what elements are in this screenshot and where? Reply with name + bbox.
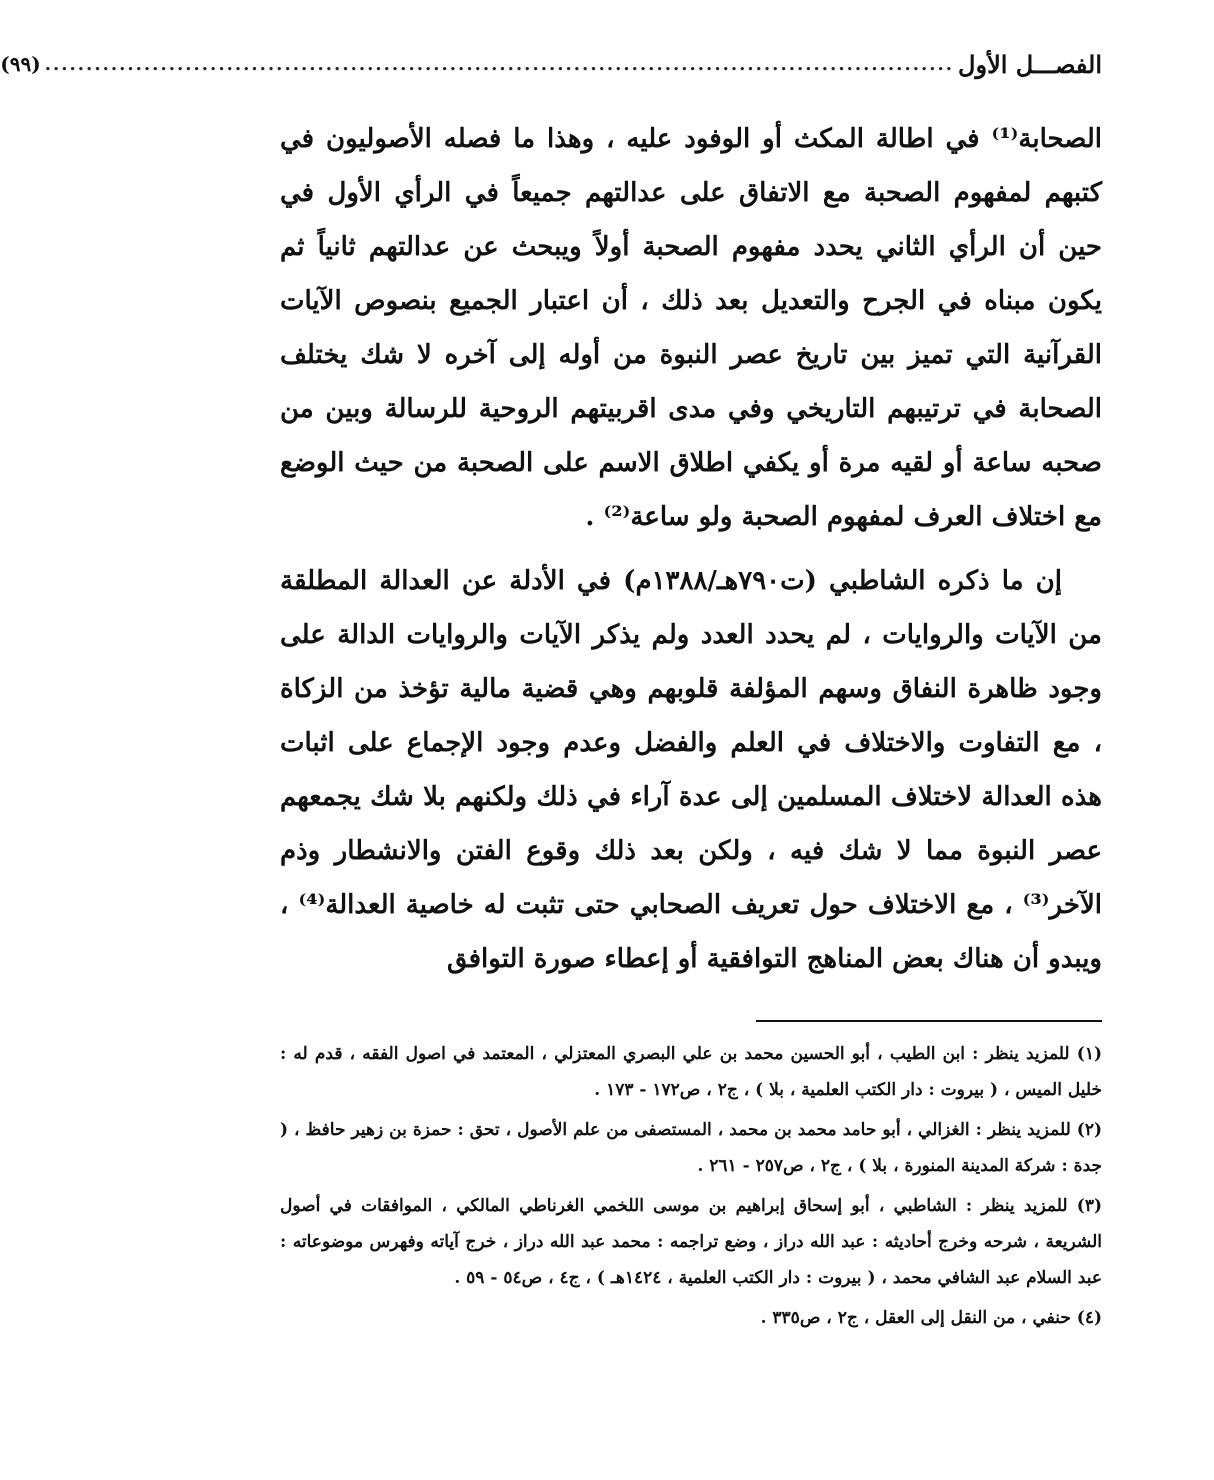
footnote: (٣) للمزيد ينظر : الشاطبي ، أبو إسحاق إبراهيم بن موسى اللخمي الغرناطي المالكي ، الموافقات في أصول الشريعة ، شرحه وخرج أحاديثه : عبد الله دراز ، وضع تراجمه : محمد عبد الله دراز ، خرج آياته وفهرس موضوعاته : عبد السلام عبد الشافي محمد ، ( بيروت : دار الكتب العلمية ، ١٤٢٤هـ ) ، ج٤ ، ص٥٤ - ٥٩ . [280, 1196, 1102, 1288]
footnote-separator [756, 1020, 1102, 1022]
footnote: (٤) حنفي ، من النقل إلى العقل ، ج٢ ، ص٣٣٥ . [760, 1308, 1102, 1328]
body-text [280, 112, 1102, 986]
chapter-title: الفصـــل الأول [958, 49, 1102, 79]
footnote: (٢) للمزيد ينظر : الغزالي ، أبو حامد محمد بن محمد ، المستصفى من علم الأصول ، تحق : حمزة بن زهير حافظ ، ( جدة : شركة المدينة المنورة ، بلا ) ، ج٢ ، ص٢٥٧ - ٢٦١ . [280, 1120, 1102, 1176]
footnotes-section [280, 1036, 1102, 1340]
body-paragraph: إن ما ذكره الشاطبي (ت٧٩٠هـ/١٣٨٨م) في الأدلة عن العدالة المطلقة من الآيات والروايات ، لم يحدد العدد ولم يذكر الآيات والروايات الدالة على وجود ظاهرة النفاق وسهم المؤلفة قلوبهم وهي قضية مالية تؤخذ من الزكاة ، مع التفاوت والاختلاف في العلم والفضل وعدم وجود الإجماع على اثبات هذه العدالة لاختلاف المسلمين إلى عدة آراء في ذلك ولكنهم بلا شك يجمعهم عصر النبوة مما لا شك فيه ، ولكن بعد ذلك وقوع الفتن والانشطار وذم الآخر⁽³⁾ ، مع الاختلاف حول تعريف الصحابي حتى تثبت له خاصية العدالة⁽⁴⁾ ، ويبدو أن هناك بعض المناهج التوافقية أو إعطاء صورة التوافق [280, 566, 1102, 974]
running-header [0, 44, 1102, 84]
dot-leader: .............................................................................................................. [44, 53, 955, 75]
footnote: (١) للمزيد ينظر : ابن الطيب ، أبو الحسين محمد بن علي البصري المعتزلي ، المعتمد في اصول الفقه ، قدم له : خليل الميس ، ( بيروت : دار الكتب العلمية ، بلا ) ، ج٢ ، ص١٧٢ - ١٧٣ . [280, 1044, 1102, 1100]
body-paragraph: الصحابة⁽¹⁾ في اطالة المكث أو الوفود عليه ، وهذا ما فصله الأصوليون في كتبهم لمفهوم الصحبة مع الاتفاق على عدالتهم جميعاً في الرأي الأول في حين أن الرأي الثاني يحدد مفهوم الصحبة أولاً ويبحث عن عدالتهم ثانياً ثم يكون مبناه في الجرح والتعديل بعد ذلك ، أن اعتبار الجميع بنصوص الآيات القرآنية التي تميز بين تاريخ عصر النبوة من أوله إلى آخره لا شك يختلف الصحابة في ترتيبهم التاريخي وفي مدى اقربيتهم الروحية للرسالة وبين من صحبه ساعة أو لقيه مرة أو يكفي اطلاق الاسم على الصحبة من حيث الوضع مع اختلاف العرف لمفهوم الصحبة ولو ساعة⁽²⁾ . [280, 124, 1103, 532]
page-number: (٩٩) [0, 52, 41, 76]
